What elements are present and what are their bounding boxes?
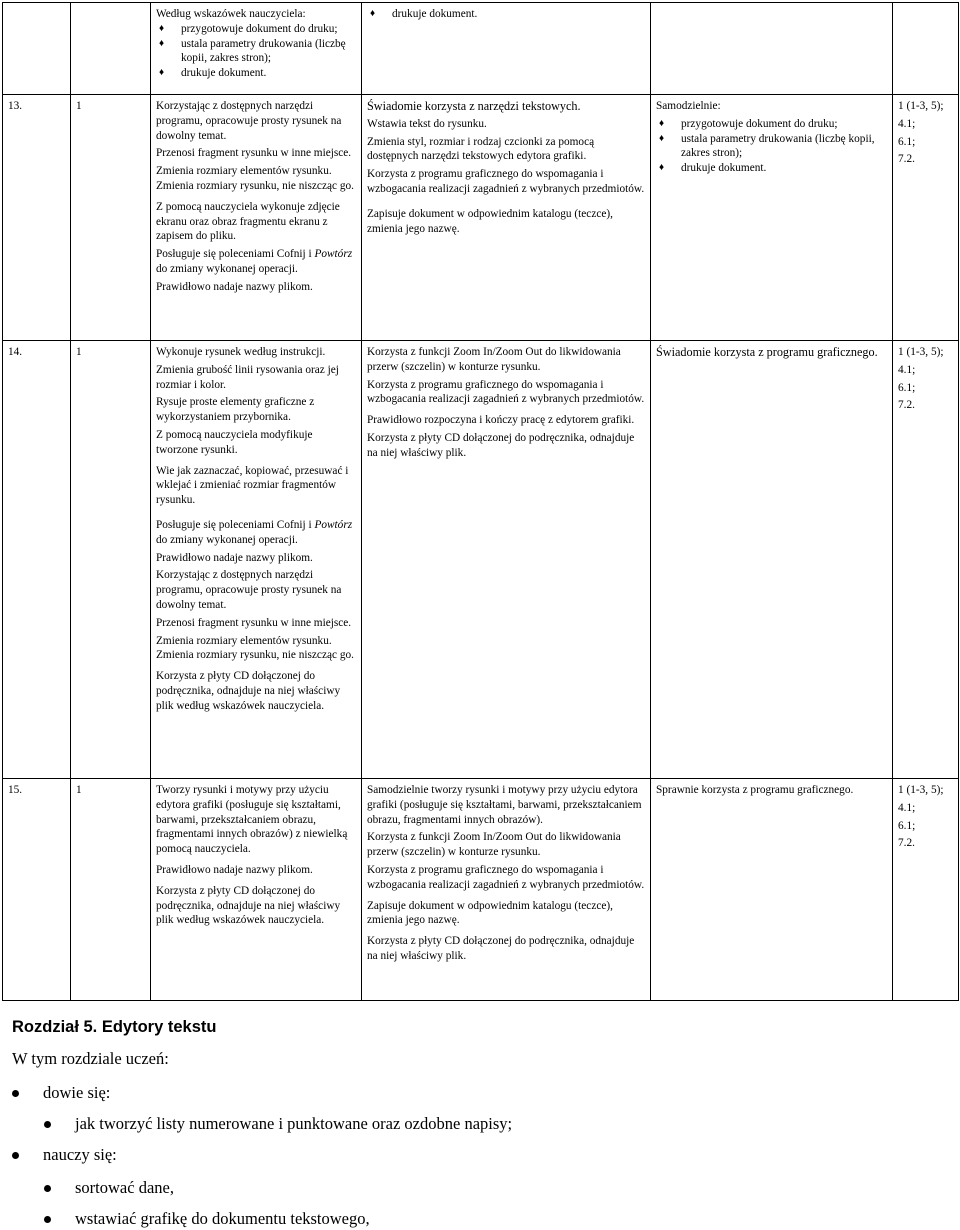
requirement-text: Rysuje proste elementy graficzne z wykorzystaniem przybornika. [156, 396, 315, 424]
outline-item [75, 1114, 512, 1134]
requirement-text: Korzystając z dostępnych narzędzi programu, opracowuje prosty rysunek na dowolny temat. [156, 569, 342, 611]
ref-item: 4.1; [898, 363, 916, 376]
requirement-text: Świadomie korzysta z narzędzi tekstowych. [367, 99, 581, 113]
requirement-text: Tworzy rysunki i motywy przy użyciu edytora grafiki (posługuje się kształtami, barwami, przekształcaniem obrazu, fragmentami innych obrazów) z niewielką pomocą nauczyciela. [156, 784, 348, 856]
list-item: ♦ drukuje dokument. [156, 66, 356, 81]
requirement-text: Sprawnie korzysta z programu graficznego. [656, 784, 854, 796]
requirement-text: Korzystając z dostępnych narzędzi programu, opracowuje prosty rysunek na dowolny temat. [156, 100, 342, 142]
requirement-text: Prawidłowo rozpoczyna i kończy pracę z edytorem grafiki. [367, 414, 635, 427]
lesson-hours: 1 [71, 95, 151, 341]
list-item: ♦ przygotowuje dokument do druku; [156, 22, 356, 37]
requirement-text: Wstawia tekst do rysunku. [367, 117, 487, 130]
extended-requirements [362, 95, 651, 341]
extended-requirements [362, 341, 651, 779]
list-item: ♦ przygotowuje dokument do druku; [656, 117, 887, 132]
basic-requirements [151, 341, 362, 779]
requirement-text: Wykonuje rysunek według instrukcji. [156, 346, 326, 358]
curriculum-refs [893, 95, 959, 341]
requirement-text: Korzysta z funkcji Zoom In/Zoom Out do likwidowania przerw (szczelin) w konturze rysunku. [367, 346, 621, 373]
requirement-text: Korzysta z programu graficznego do wspomagania i wzbogacania realizacji zagadnień z wybranych przedmiotów. [367, 863, 645, 891]
requirement-text: Zmienia rozmiary elementów rysunku. Zmienia rozmiary rysunku, nie niszcząc go. [156, 165, 354, 192]
ref-item: 4.1; [898, 801, 916, 814]
requirement-text: Prawidłowo nadaje nazwy plikom. [156, 280, 313, 293]
bullet-dot-icon [12, 1090, 19, 1097]
requirement-text: Z pomocą nauczyciela wykonuje zdjęcie ekranu oraz obraz fragmentu ekranu z zapisem do pliku. [156, 200, 340, 243]
bullet-dot-icon [12, 1152, 19, 1159]
requirement-text: Korzysta z płyty CD dołączonej do podręcznika, odnajduje na niej właściwy plik. [367, 935, 635, 962]
requirement-text: Korzysta z płyty CD dołączonej do podręcznika, odnajduje na niej właściwy plik według wskazówek nauczyciela. [156, 670, 341, 712]
ref-item: 6.1; [898, 135, 916, 148]
ref-item: 6.1; [898, 819, 916, 832]
lesson-hours [71, 3, 151, 95]
excellent-requirements [651, 779, 893, 1001]
list-item: ♦ drukuje dokument. [367, 7, 645, 22]
requirement-text: Zmienia styl, rozmiar i rodzaj czcionki za pomocą dostępnych narzędzi tekstowych edytora grafiki. [367, 135, 595, 163]
requirement-text: Świadomie korzysta z programu graficznego. [656, 345, 878, 359]
chapter-intro: W tym rozdziale uczeń: [12, 1049, 169, 1068]
lesson-number: 13. [3, 95, 71, 341]
ref-item: 7.2. [898, 837, 915, 850]
requirement-text: Zmienia grubość linii rysowania oraz jej rozmiar i kolor. [156, 363, 339, 391]
excellent-requirements [651, 341, 893, 779]
outline-text: nauczy się: [43, 1145, 117, 1164]
bullet-dot-icon [44, 1216, 51, 1223]
lesson-number: 14. [3, 341, 71, 779]
requirement-text: Samodzielnie tworzy rysunki i motywy przy użyciu edytora grafiki (posługuje się kształtami, barwami, przekształcaniem obrazu, fragmentami innych obrazów). [367, 784, 642, 826]
table-row [3, 3, 959, 95]
ref-item: 1 (1-3, 5); [898, 100, 944, 112]
outline-item [43, 1145, 117, 1165]
outline-text: wstawiać grafikę do dokumentu tekstowego, [75, 1209, 370, 1228]
lesson-hours: 1 [71, 341, 151, 779]
extended-requirements [362, 3, 651, 95]
requirement-text: Korzysta z płyty CD dołączonej do podręcznika, odnajduje na niej właściwy plik. [367, 431, 635, 459]
ref-item: 7.2. [898, 153, 915, 166]
extended-requirements [362, 779, 651, 1001]
requirement-text: Zapisuje dokument w odpowiednim katalogu (teczce), zmienia jego nazwę. [367, 207, 613, 235]
outline-item [75, 1209, 370, 1229]
curriculum-refs [893, 341, 959, 779]
ref-item: 7.2. [898, 399, 915, 412]
excellent-bullet-list [656, 117, 887, 176]
outline-text: jak tworzyć listy numerowane i punktowane oraz ozdobne napisy; [75, 1114, 513, 1133]
ref-item: 1 (1-3, 5); [898, 784, 944, 796]
requirement-text: Prawidłowo nadaje nazwy plikom. [156, 863, 313, 876]
curriculum-refs [893, 779, 959, 1001]
basic-requirements [151, 95, 362, 341]
excellent-intro: Samodzielnie: [656, 100, 721, 112]
requirement-text: Przenosi fragment rysunku w inne miejsce. [156, 616, 352, 629]
lesson-hours: 1 [71, 779, 151, 1001]
requirement-text: Korzysta z programu graficznego do wspomagania i wzbogacania realizacji zagadnień z wybranych przedmiotów. [367, 168, 645, 195]
basic-requirements [151, 3, 362, 95]
curriculum-refs [893, 3, 959, 95]
excellent-requirements [651, 95, 893, 341]
list-item: ♦ drukuje dokument. [656, 161, 887, 176]
basic-bullet-list [156, 22, 356, 81]
requirement-text: Zmienia rozmiary elementów rysunku. Zmienia rozmiary rysunku, nie niszcząc go. [156, 634, 354, 662]
outline-text: sortować dane, [75, 1178, 174, 1197]
lesson-number [3, 3, 71, 95]
list-item: ♦ ustala parametry drukowania (liczbę kopii, zakres stron); [156, 37, 356, 67]
excellent-requirements [651, 3, 893, 95]
basic-requirements [151, 779, 362, 1001]
bullet-dot-icon [44, 1185, 51, 1192]
ref-item: 1 (1-3, 5); [898, 346, 944, 358]
list-item: ♦ ustala parametry drukowania (liczbę kopii, zakres stron); [656, 132, 887, 162]
outline-item [75, 1178, 174, 1198]
curriculum-table [2, 2, 959, 1001]
table-row [3, 779, 959, 1001]
requirement-text: Korzysta z płyty CD dołączonej do podręcznika, odnajduje na niej właściwy plik według wskazówek nauczyciela. [156, 884, 341, 927]
requirement-text: Przenosi fragment rysunku w inne miejsce. [156, 147, 352, 160]
requirement-text: Zapisuje dokument w odpowiednim katalogu (teczce), zmienia jego nazwę. [367, 899, 613, 927]
table-row [3, 341, 959, 779]
requirement-text: Prawidłowo nadaje nazwy plikom. [156, 551, 313, 564]
extended-bullet-list [367, 7, 645, 22]
requirement-text: Posługuje się poleceniami Cofnij i Powtórz do zmiany wykonanej operacji. [156, 248, 353, 275]
table-row [3, 95, 959, 341]
basic-intro: Według wskazówek nauczyciela: [156, 8, 306, 20]
ref-item: 4.1; [898, 117, 916, 130]
requirement-text: Posługuje się poleceniami Cofnij i Powtórz do zmiany wykonanej operacji. [156, 518, 353, 546]
ref-item: 6.1; [898, 381, 916, 394]
requirement-text: Wie jak zaznaczać, kopiować, przesuwać i wklejać i zmieniać rozmiar fragmentów rysunku. [156, 464, 349, 507]
requirement-text: Korzysta z programu graficznego do wspomagania i wzbogacania realizacji zagadnień z wybranych przedmiotów. [367, 378, 645, 406]
bullet-dot-icon [44, 1121, 51, 1128]
requirement-text: Korzysta z funkcji Zoom In/Zoom Out do likwidowania przerw (szczelin) w konturze rysunku. [367, 831, 621, 859]
requirement-text: Z pomocą nauczyciela modyfikuje tworzone rysunki. [156, 428, 313, 456]
lesson-number: 15. [3, 779, 71, 1001]
chapter-heading: Rozdział 5. Edytory tekstu [12, 1018, 217, 1036]
outline-item [43, 1083, 110, 1103]
outline-text: dowie się: [43, 1083, 111, 1102]
